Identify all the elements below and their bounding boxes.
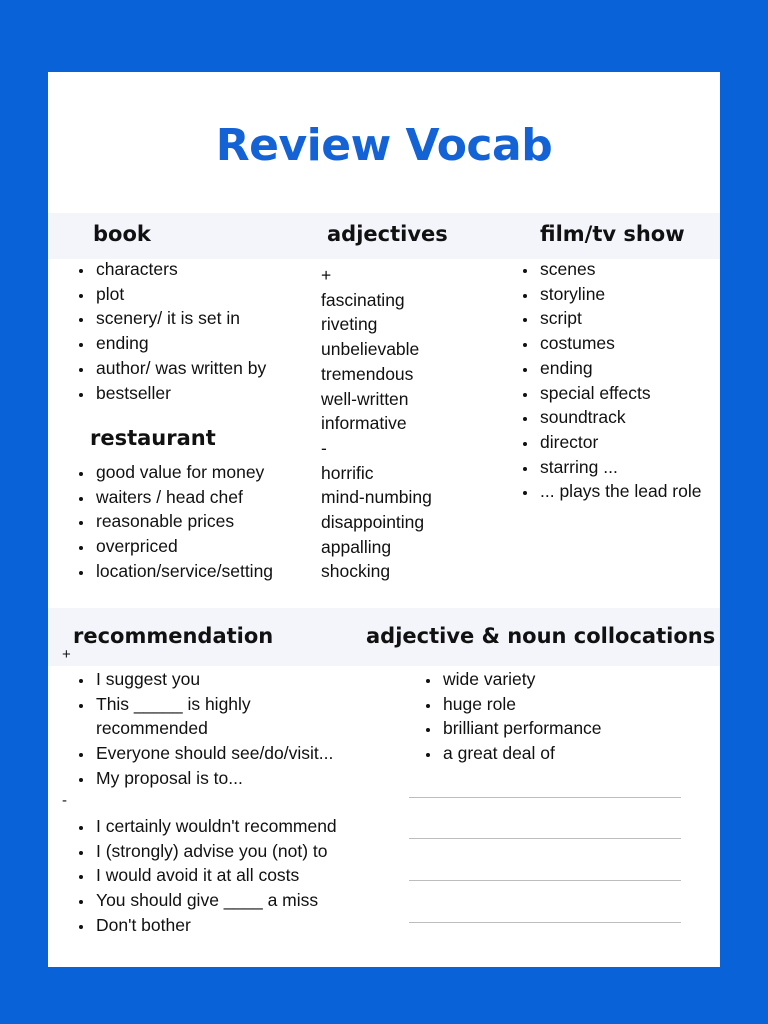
list-item: disappointing bbox=[321, 512, 425, 533]
list-item: • scenery/ it is set in bbox=[94, 306, 266, 331]
blank-line bbox=[409, 922, 681, 923]
list-item: • I certainly wouldn't recommend bbox=[94, 814, 337, 839]
list-item: • My proposal is to... bbox=[94, 766, 333, 791]
negative-marker: - bbox=[62, 792, 67, 809]
book-list bbox=[73, 257, 266, 405]
list-item: shocking bbox=[321, 561, 391, 582]
film-heading: film/tv show bbox=[540, 222, 685, 246]
list-item: fascinating bbox=[321, 289, 405, 310]
list-item: informative bbox=[321, 413, 407, 434]
list-item: • a great deal of bbox=[441, 741, 602, 766]
list-item: appalling bbox=[321, 536, 392, 557]
list-item: • special effects bbox=[538, 381, 701, 406]
list-item: • ending bbox=[94, 331, 266, 356]
list-item: • scenes bbox=[538, 257, 701, 282]
collocations-heading: adjective & noun collocations bbox=[366, 624, 716, 648]
blank-line bbox=[409, 797, 681, 798]
book-heading: book bbox=[93, 222, 151, 246]
recommendation-positive-list bbox=[73, 667, 333, 791]
list-item: • I (strongly) advise you (not) to bbox=[94, 839, 337, 864]
list-item: • huge role bbox=[441, 692, 602, 717]
list-item: • overpriced bbox=[94, 534, 273, 559]
vocab-card bbox=[48, 72, 720, 967]
list-item: • plot bbox=[94, 282, 266, 307]
list-item-text: This _____ is highly bbox=[96, 693, 251, 714]
list-item: tremendous bbox=[321, 363, 414, 384]
list-item: • starring ... bbox=[538, 455, 701, 480]
list-item: • wide variety bbox=[441, 667, 602, 692]
list-item: • I would avoid it at all costs bbox=[94, 863, 337, 888]
list-item: • location/service/setting bbox=[94, 559, 273, 584]
recommendation-negative-list bbox=[73, 814, 337, 938]
list-item: • storyline bbox=[538, 282, 701, 307]
list-item: well-written bbox=[321, 388, 409, 409]
list-item: • ... plays the lead role bbox=[538, 479, 701, 504]
page-title: Review Vocab bbox=[215, 120, 553, 171]
list-item: • soundtrack bbox=[538, 405, 701, 430]
collocations-list bbox=[420, 667, 602, 766]
list-item bbox=[94, 692, 333, 741]
list-item: • reasonable prices bbox=[94, 509, 273, 534]
list-item: • bestseller bbox=[94, 381, 266, 406]
list-item: • script bbox=[538, 306, 701, 331]
list-item: • Everyone should see/do/visit... bbox=[94, 741, 333, 766]
list-item: • Don't bother bbox=[94, 913, 337, 938]
list-item: • good value for money bbox=[94, 460, 273, 485]
list-item: • director bbox=[538, 430, 701, 455]
blank-line bbox=[409, 880, 681, 881]
adjectives-list bbox=[321, 263, 432, 584]
list-item: • author/ was written by bbox=[94, 356, 266, 381]
list-item: mind-numbing bbox=[321, 487, 432, 508]
restaurant-list bbox=[73, 460, 273, 584]
list-item: • characters bbox=[94, 257, 266, 282]
positive-marker: + bbox=[321, 265, 332, 285]
list-item: horrific bbox=[321, 462, 374, 483]
film-list bbox=[517, 257, 701, 504]
list-item: unbelievable bbox=[321, 339, 420, 360]
blank-line bbox=[409, 838, 681, 839]
list-item: • You should give ____ a miss bbox=[94, 888, 337, 913]
negative-marker: - bbox=[321, 437, 327, 458]
list-item-wrap: recommended bbox=[96, 718, 208, 739]
list-item: • costumes bbox=[538, 331, 701, 356]
adjectives-heading: adjectives bbox=[327, 222, 448, 246]
list-item: • I suggest you bbox=[94, 667, 333, 692]
list-item: riveting bbox=[321, 314, 378, 335]
positive-marker: + bbox=[62, 646, 71, 663]
list-item: • brilliant performance bbox=[441, 716, 602, 741]
list-item: • waiters / head chef bbox=[94, 485, 273, 510]
list-item: • ending bbox=[538, 356, 701, 381]
recommendation-heading: recommendation bbox=[73, 624, 274, 648]
restaurant-heading: restaurant bbox=[90, 426, 216, 450]
